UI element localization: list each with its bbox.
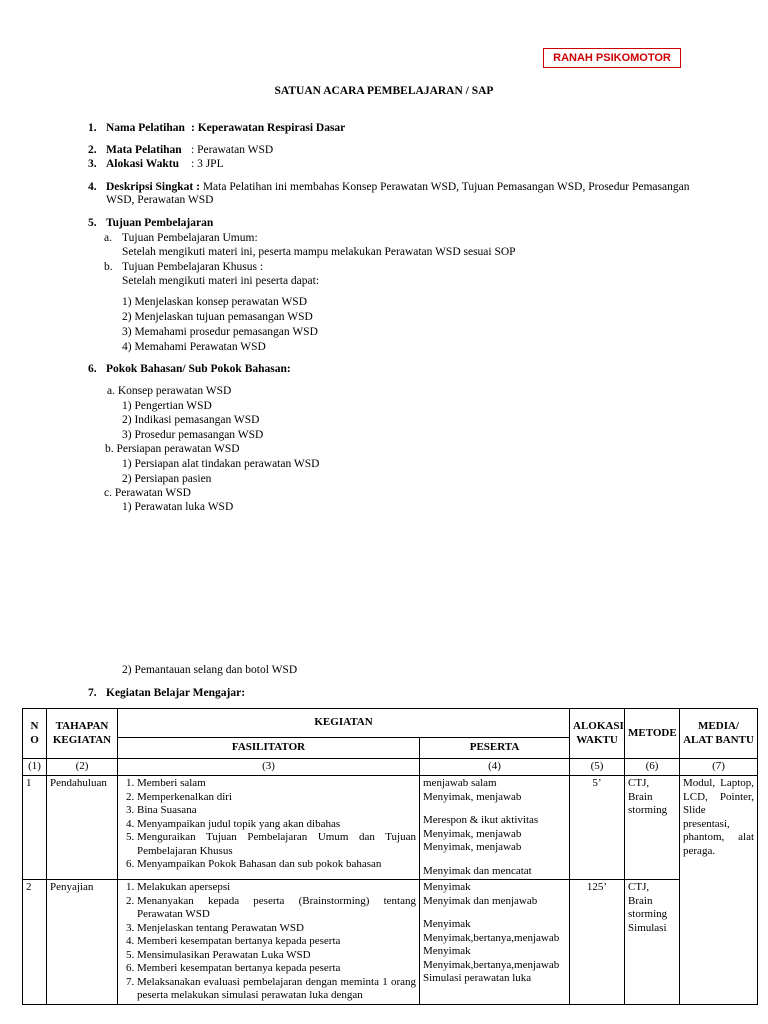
section-3-value: : 3 JPL xyxy=(191,158,224,170)
section-6 xyxy=(88,362,291,376)
tpu-title: Tujuan Pembelajaran Umum: xyxy=(122,232,258,244)
pokok-c: c. Perawatan WSD xyxy=(104,487,191,499)
section-3-label: Alokasi Waktu xyxy=(106,158,179,170)
pokok-a-item: 3) Prosedur pemasangan WSD xyxy=(122,429,264,441)
pokok-a-item: 2) Indikasi pemasangan WSD xyxy=(122,414,260,426)
metode-line: storming xyxy=(628,908,668,920)
fasilitator-item: 2. Menanyakan kepada peserta (Brainstorming) tentang Perawatan WSD xyxy=(137,895,416,922)
peserta-line: Menyimak, menjawab xyxy=(423,827,522,840)
col-number: (5) xyxy=(570,759,625,776)
peserta-line: Menyimak, menjawab xyxy=(423,841,522,853)
page-title: SATUAN ACARA PEMBELAJARAN / SAP xyxy=(274,85,494,97)
row-alokasi: 125’ xyxy=(570,880,625,1005)
tpk-item: 2) Menjelaskan tujuan pemasangan WSD xyxy=(122,311,313,323)
row-tahap: Penyajian xyxy=(47,880,118,1005)
peserta-line: Menyimak, menjawab xyxy=(423,790,522,803)
section-1 xyxy=(88,121,346,135)
fasilitator-item: 1. Memberi salam xyxy=(137,777,416,791)
section-4 xyxy=(88,180,690,194)
fasilitator-item: 4. Menyampaikan judul topik yang akan dibahas xyxy=(137,818,416,832)
header-kegiatan: KEGIATAN xyxy=(118,709,570,738)
pokok-c-item: 1) Perawatan luka WSD xyxy=(122,501,234,513)
fasilitator-item: 1. Melakukan apersepsi xyxy=(137,881,416,895)
row-peserta xyxy=(420,776,570,880)
section-2-num: 2. xyxy=(88,144,97,156)
header-tahapan: TAHAPAN KEGIATAN xyxy=(47,709,118,759)
tpk-text: Setelah mengikuti materi ini peserta dapat: xyxy=(122,275,320,287)
tpu-letter: a. xyxy=(104,232,112,244)
section-4-num: 4. xyxy=(88,181,97,193)
header-peserta: PESERTA xyxy=(420,738,570,759)
row-fasilitator xyxy=(118,776,420,880)
tpk-item: 4) Memahami Perawatan WSD xyxy=(122,341,266,353)
pokok-a-item: 1) Pengertian WSD xyxy=(122,400,212,412)
section-4-text-2: WSD, Perawatan WSD xyxy=(106,194,214,206)
row-alokasi: 5’ xyxy=(570,776,625,880)
header-metode: METODE xyxy=(625,709,680,759)
ranah-badge: RANAH PSIKOMOTOR xyxy=(543,48,681,68)
fasilitator-item: 2. Memperkenalkan diri xyxy=(137,791,416,805)
row-metode xyxy=(625,776,680,880)
row-no: 1 xyxy=(23,776,47,880)
col-number: (7) xyxy=(680,759,758,776)
peserta-line: Simulasi perawatan luka xyxy=(423,972,532,984)
metode-line: Brain xyxy=(628,894,653,907)
pokok-b-item: 2) Persiapan pasien xyxy=(122,473,212,485)
section-6-num: 6. xyxy=(88,363,97,375)
fasilitator-item: 3. Menjelaskan tentang Perawatan WSD xyxy=(137,922,416,936)
section-3 xyxy=(88,157,224,171)
col-number: (3) xyxy=(118,759,420,776)
peserta-line: Menyimak xyxy=(423,945,471,957)
section-3-num: 3. xyxy=(88,158,97,170)
section-5-num: 5. xyxy=(88,217,97,229)
header-fasilitator: FASILITATOR xyxy=(118,738,420,759)
section-7-label: Kegiatan Belajar Mengajar: xyxy=(106,687,246,699)
pokok-b: b. Persiapan perawatan WSD xyxy=(105,443,240,455)
section-2 xyxy=(88,143,274,157)
tpk-title: Tujuan Pembelajaran Khusus : xyxy=(122,261,264,273)
fasilitator-item: 5. Mensimulasikan Perawatan Luka WSD xyxy=(137,949,416,963)
col-number: (1) xyxy=(23,759,47,776)
section-1-value: : Keperawatan Respirasi Dasar xyxy=(191,122,346,134)
row-peserta xyxy=(420,880,570,1005)
fasilitator-item: 4. Memberi kesempatan bertanya kepada peserta xyxy=(137,935,416,949)
tpk-item: 3) Memahami prosedur pemasangan WSD xyxy=(122,326,318,338)
table-row xyxy=(23,880,758,1005)
fasilitator-item: 3. Bina Suasana xyxy=(137,804,416,818)
tpu-text: Setelah mengikuti materi ini, peserta mampu melakukan Perawatan WSD sesuai SOP xyxy=(122,246,516,258)
tpu-heading xyxy=(104,231,258,245)
section-7 xyxy=(88,686,246,700)
metode-line: Brain xyxy=(628,790,653,803)
col-number: (2) xyxy=(47,759,118,776)
peserta-line: Menyimak,bertanya,menjawab xyxy=(423,931,560,944)
row-no: 2 xyxy=(23,880,47,1005)
fasilitator-item: 6. Memberi kesempatan bertanya kepada peserta xyxy=(137,962,416,976)
row-metode xyxy=(625,880,680,1005)
section-5-label: Tujuan Pembelajaran xyxy=(106,217,214,229)
table-row xyxy=(23,776,758,880)
peserta-line: Menyimak dan mencatat xyxy=(423,864,532,877)
section-1-num: 1. xyxy=(88,122,97,134)
section-5 xyxy=(88,216,214,230)
header-media: MEDIA/ ALAT BANTU xyxy=(680,709,758,759)
header-alokasi: ALOKASI WAKTU xyxy=(570,709,625,759)
section-7-num: 7. xyxy=(88,687,97,699)
table-header-row xyxy=(23,709,758,738)
pokok-c-item: 2) Pemantauan selang dan botol WSD xyxy=(122,664,298,676)
kbm-table xyxy=(22,708,758,1005)
metode-line: CTJ, xyxy=(628,777,650,789)
peserta-line: Menyimak xyxy=(423,881,471,893)
section-4-label: Deskripsi Singkat : xyxy=(106,181,200,193)
tpk-letter: b. xyxy=(104,261,113,273)
peserta-line: menjawab salam xyxy=(423,777,497,789)
peserta-line: Merespon & ikut aktivitas xyxy=(423,814,539,826)
peserta-line: Menyimak xyxy=(423,918,471,930)
section-6-label: Pokok Bahasan/ Sub Pokok Bahasan: xyxy=(106,363,291,375)
tpk-heading xyxy=(104,260,264,274)
col-number: (6) xyxy=(625,759,680,776)
peserta-line: Menyimak,bertanya,menjawab xyxy=(423,958,560,971)
pokok-a: a. Konsep perawatan WSD xyxy=(107,385,232,397)
fasilitator-item: 7. Melaksanakan evaluasi pembelajaran dengan meminta 1 orang peserta melakukan simulasi perawatan luka dengan xyxy=(137,976,416,1003)
metode-line: Simulasi xyxy=(628,921,667,934)
metode-line: storming xyxy=(628,804,668,816)
header-no: N O xyxy=(23,709,47,759)
section-4-text-1: Mata Pelatihan ini membahas Konsep Perawatan WSD, Tujuan Pemasangan WSD, Prosedur Pemasangan xyxy=(199,181,690,193)
table-number-row xyxy=(23,759,758,776)
section-1-label: Nama Pelatihan xyxy=(106,122,185,134)
section-2-value: : Perawatan WSD xyxy=(191,144,274,156)
section-2-label: Mata Pelatihan xyxy=(106,144,182,156)
fasilitator-item: 5. Menguraikan Tujuan Pembelajaran Umum dan Tujuan Pembelajaran Khusus xyxy=(137,831,416,858)
col-number: (4) xyxy=(420,759,570,776)
row-fasilitator xyxy=(118,880,420,1005)
metode-line: CTJ, xyxy=(628,881,650,893)
tpk-item: 1) Menjelaskan konsep perawatan WSD xyxy=(122,296,308,308)
row-media: Modul, Laptop, LCD, Pointer, Slide presentasi, phantom, alat peraga. xyxy=(680,776,758,1005)
peserta-line: Menyimak dan menjawab xyxy=(423,894,538,907)
row-tahap: Pendahuluan xyxy=(47,776,118,880)
fasilitator-item: 6. Menyampaikan Pokok Bahasan dan sub pokok bahasan xyxy=(137,858,416,872)
pokok-b-item: 1) Persiapan alat tindakan perawatan WSD xyxy=(122,458,320,470)
